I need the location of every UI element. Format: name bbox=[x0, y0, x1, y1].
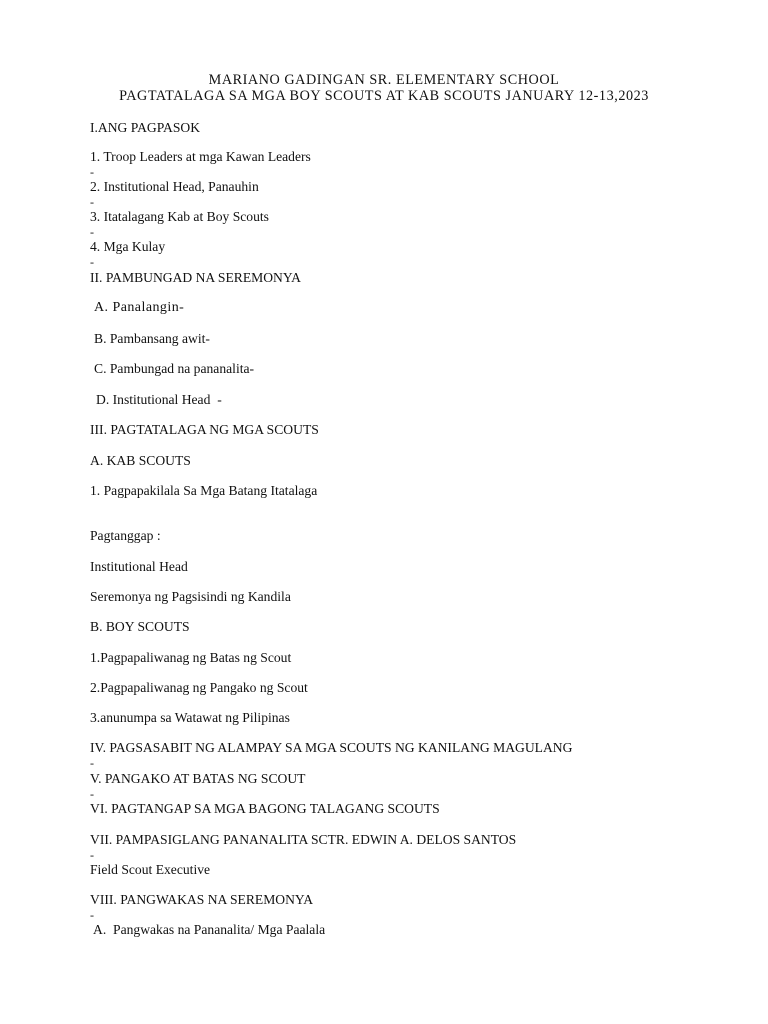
text-line: Field Scout Executive bbox=[90, 862, 211, 877]
list-item: 1. Troop Leaders at mga Kawan Leaders bbox=[90, 149, 311, 164]
subsection-heading: B. BOY SCOUTS bbox=[90, 619, 190, 634]
section-5-heading: V. PANGAKO AT BATAS NG SCOUT bbox=[90, 771, 306, 786]
list-item: 3. Itatalagang Kab at Boy Scouts bbox=[90, 209, 269, 224]
list-item: C. Pambungad na pananalita- bbox=[94, 361, 255, 376]
list-item: B. Pambansang awit- bbox=[94, 331, 210, 346]
list-item: 2. Institutional Head, Panauhin bbox=[90, 179, 259, 194]
dash-mark: - bbox=[90, 908, 94, 922]
text-line: Institutional Head bbox=[90, 559, 188, 574]
school-name: MARIANO GADINGAN SR. ELEMENTARY SCHOOL bbox=[208, 72, 560, 88]
list-item: D. Institutional Head - bbox=[96, 392, 222, 407]
dash-mark: - bbox=[90, 255, 94, 269]
dash-mark: - bbox=[90, 848, 94, 862]
section-6-heading: VI. PAGTANGAP SA MGA BAGONG TALAGANG SCOUTS bbox=[90, 801, 440, 816]
dash-mark: - bbox=[90, 195, 94, 209]
section-3-heading: III. PAGTATALAGA NG MGA SCOUTS bbox=[90, 422, 319, 437]
dash-mark: - bbox=[90, 787, 94, 801]
list-item: 1.Pagpapaliwanag ng Batas ng Scout bbox=[90, 650, 292, 665]
list-item: 4. Mga Kulay bbox=[90, 239, 166, 254]
list-item: 3.anunumpa sa Watawat ng Pilipinas bbox=[90, 710, 290, 725]
section-8-heading: VIII. PANGWAKAS NA SEREMONYA bbox=[90, 892, 314, 907]
list-item: A. Panalangin- bbox=[94, 300, 185, 315]
list-item: 1. Pagpapakilala Sa Mga Batang Itatalaga bbox=[90, 483, 318, 498]
event-title: PAGTATALAGA SA MGA BOY SCOUTS AT KAB SCOUTS JANUARY 12-13,2023 bbox=[119, 88, 649, 104]
dash-mark: - bbox=[90, 225, 94, 239]
text-line: Seremonya ng Pagsisindi ng Kandila bbox=[90, 589, 291, 604]
text-line: Pagtanggap : bbox=[90, 528, 161, 543]
dash-mark: - bbox=[90, 756, 94, 770]
dash-mark: - bbox=[90, 165, 94, 179]
subsection-heading: A. KAB SCOUTS bbox=[90, 453, 191, 468]
list-item: A. Pangwakas na Pananalita/ Mga Paalala bbox=[93, 922, 326, 937]
section-7-heading: VII. PAMPASIGLANG PANANALITA SCTR. EDWIN A. DELOS SANTOS bbox=[90, 832, 517, 847]
section-4-heading: IV. PAGSASABIT NG ALAMPAY SA MGA SCOUTS NG KANILANG MAGULANG bbox=[90, 740, 573, 755]
section-2-heading: II. PAMBUNGAD NA SEREMONYA bbox=[90, 270, 301, 285]
section-1-heading: I.ANG PAGPASOK bbox=[90, 120, 201, 135]
list-item: 2.Pagpapaliwanag ng Pangako ng Scout bbox=[90, 680, 308, 695]
